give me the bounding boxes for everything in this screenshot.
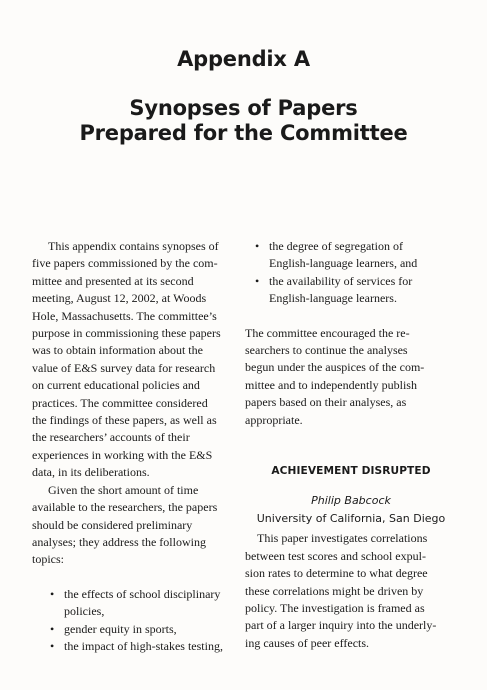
list-item (237, 238, 457, 273)
text-line: between test scores and school expul- (245, 548, 426, 563)
left-column (32, 238, 229, 655)
text-line: • the impact of high-stakes testing, (64, 638, 223, 653)
text-line: analyses; they address the following (32, 534, 206, 549)
text-line: should be considered preliminary (32, 517, 193, 532)
appendix-label: Appendix A (177, 47, 310, 71)
topics-list-continued (237, 238, 457, 308)
list-item (237, 273, 457, 308)
text-line: purpose in commissioning these papers (32, 326, 221, 341)
page-title-line-2: Prepared for the Committee (79, 121, 408, 145)
text-line: English-language learners, and (269, 256, 418, 271)
text-line: papers based on their analyses, as (245, 395, 407, 410)
text-line: was to obtain information about the (32, 343, 203, 358)
text-line: on current educational policies and (32, 378, 200, 393)
intro-paragraph-body (32, 255, 229, 481)
text-line: • the degree of segregation of (269, 239, 403, 253)
text-line: This paper investigates correlations (257, 531, 428, 546)
text-line: mittee and presented at its second (32, 273, 194, 288)
text-line: data, in its deliberations. (32, 465, 150, 480)
text-line: appropriate. (245, 412, 303, 427)
list-item (32, 586, 229, 621)
list-item (32, 621, 229, 638)
text-line: mittee and to independently publish (245, 377, 417, 392)
text-line: part of a larger inquiry into the underly- (245, 618, 437, 633)
text-line: five papers commissioned by the com- (32, 256, 218, 271)
text-line: • gender equity in sports, (64, 621, 177, 636)
topics-list (32, 586, 229, 656)
synopsis-paragraph (245, 530, 457, 652)
text-line: topics: (32, 552, 64, 567)
topics-paragraph (32, 482, 229, 569)
list-item (32, 638, 229, 655)
author-affiliation: University of California, San Diego (256, 511, 446, 525)
text-line: The committee encouraged the re- (245, 325, 410, 340)
encouragement-paragraph (245, 325, 457, 429)
text-line: meeting, August 12, 2002, at Woods (32, 291, 207, 306)
text-line: experiences in working with the E&S (32, 447, 213, 462)
section-heading: ACHIEVEMENT DISRUPTED (271, 465, 431, 478)
author-name: Philip Babcock (311, 494, 391, 508)
right-column (245, 238, 457, 652)
text-line: Given the short amount of time (48, 482, 199, 497)
text-line: This appendix contains synopses of (48, 239, 219, 253)
text-line: English-language learners. (269, 291, 397, 306)
text-line: policies, (64, 604, 105, 619)
text-line: • the availability of services for (269, 273, 413, 288)
text-line: ing causes of peer effects. (245, 635, 370, 650)
intro-paragraph (48, 238, 229, 255)
text-line: Hole, Massachusetts. The committee’s (32, 308, 217, 323)
text-line: available to the researchers, the papers (32, 500, 218, 515)
text-line: these correlations might be driven by (245, 583, 424, 598)
text-line: the findings of these papers, as well as (32, 413, 217, 428)
text-line: policy. The investigation is framed as (245, 600, 425, 615)
text-line: • the effects of school disciplinary (64, 586, 221, 601)
text-line: begun under the auspices of the com- (245, 360, 425, 375)
text-line: the researchers’ accounts of their (32, 430, 190, 445)
text-line: practices. The committee considered (32, 395, 208, 410)
text-line: sion rates to determine to what degree (245, 566, 428, 581)
text-line: searchers to continue the analyses (245, 343, 408, 358)
text-line: value of E&S survey data for research (32, 360, 216, 375)
page-title-line-1: Synopses of Papers (129, 96, 358, 120)
